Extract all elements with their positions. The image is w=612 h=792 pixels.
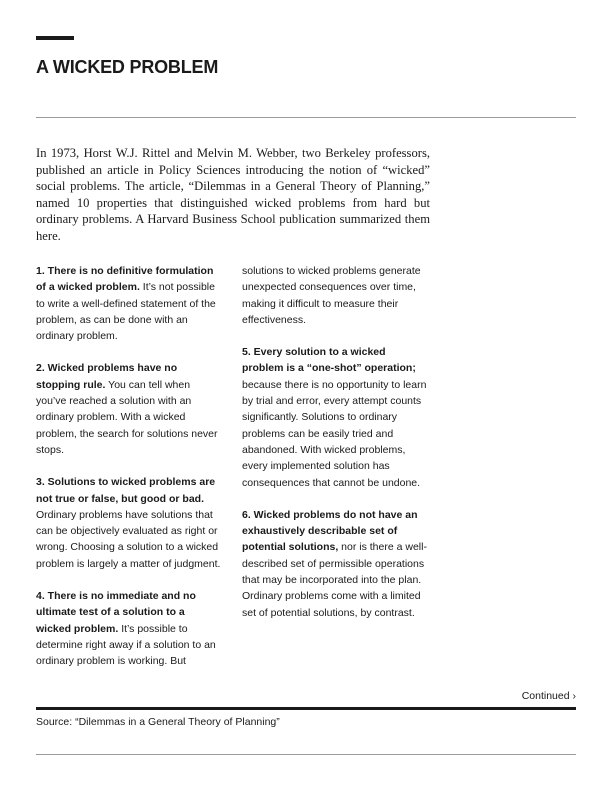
property-heading: 3. Solutions to wicked problems are not true or false, but good or bad. — [36, 476, 216, 505]
continued-link[interactable]: Continued › — [521, 690, 576, 702]
property-body: It’s not possible to write a well-defined statement of the problem, as can be done with an ordinary problem. — [36, 281, 216, 343]
property-item-1 — [36, 263, 222, 344]
property-body: because there is no opportunity to learn by trial and error, every attempt counts significantly. Solutions to ordinary problems can be easily tried and abandoned. With wicked problems, every implemented solution has consequences that cannot be undone. — [242, 378, 427, 489]
intro-paragraph: In 1973, Horst W.J. Rittel and Melvin M. Webber, two Berkeley professors, published an article in Policy Sciences introducing the notion of “wicked” social problems. The article, “Dilemmas in a General Theory of Planning,” named 10 properties that distinguished wicked problems from hard but ordinary problems. A Harvard Business School publication summarized them here. — [36, 146, 430, 243]
property-heading: 4. There is no immediate and no ultimate test of a solution to a wicked problem. — [36, 590, 196, 635]
property-body: You can tell when you’ve reached a solution with an ordinary problem. With a wicked problem, the search for solutions never stops. — [36, 378, 218, 456]
footer-divider — [36, 707, 576, 710]
page-title: A WICKED PROBLEM — [36, 57, 219, 77]
property-heading: 6. Wicked problems do not have an exhaustively describable set of potential solutions, — [242, 508, 418, 554]
page-bottom-divider — [36, 754, 576, 755]
property-body: nor is there a well-described set of permissible operations that may be incorporated into the plan. Ordinary problems come with a limited set of potential solutions, by contrast. — [242, 541, 427, 619]
property-heading: 1. There is no definitive formulation of a wicked problem. — [36, 265, 214, 294]
property-item-6 — [242, 507, 428, 621]
header-divider — [36, 117, 576, 118]
source-citation: Source: “Dilemmas in a General Theory of Planning” — [36, 716, 280, 728]
property-item-5 — [242, 344, 428, 491]
property-body: Ordinary problems have solutions that can be objectively evaluated as right or wrong. Choosing a solution to a wicked problem is largely a matter of judgment. — [36, 508, 221, 570]
title-accent-bar — [36, 36, 74, 40]
property-body: It’s possible to determine right away if a solution to an ordinary problem is working. But solutions to wicked problems generate unexpected consequences over time, making it difficult to measure their effectiveness. — [36, 265, 421, 668]
property-heading: 5. Every solution to a wicked problem is a “one-shot” operation; — [242, 346, 416, 375]
property-heading: 2. Wicked problems have no stopping rule. — [36, 362, 178, 391]
property-item-3 — [36, 474, 222, 572]
properties-list — [36, 263, 428, 683]
property-item-2 — [36, 360, 222, 458]
